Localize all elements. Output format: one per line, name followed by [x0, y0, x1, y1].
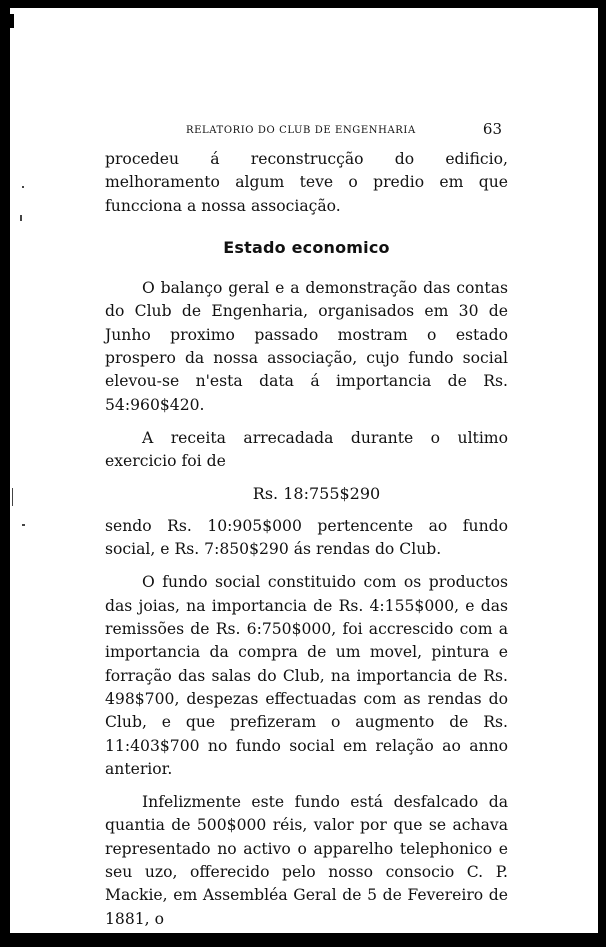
page-number: 63	[482, 120, 502, 138]
paragraph-social-fund: O fundo social constituido com os productos das joias, na importancia de Rs. 4:155$000, e das remissões de Rs. 6:750$000, foi accrescido com a importancia da compra de um movel, pintura e forração das salas do Club, na importancia de Rs. 498$700, despezas effectuadas com as rendas do Club, e que prefizeram o augmento de Rs. 11:403$700 no fundo social em relação ao anno anterior.	[105, 573, 508, 778]
paragraph-continuation: procedeu á reconstrucção do edificio, melhoramento algum teve o predio em que funcciona a nossa associação.	[105, 150, 508, 215]
paragraph-balance: O balanço geral e a demonstração das contas do Club de Engenharia, organisados em 30 de Junho proximo passado mostram o estado prospero da nossa associação, cujo fundo social elevou-se n'esta data á importancia de Rs. 54:960$420.	[105, 279, 508, 414]
running-header	[106, 120, 502, 143]
scan-speck	[22, 186, 24, 188]
scan-speck	[20, 215, 22, 221]
paragraph-revenue: A receita arrecadada durante o ultimo exercicio foi de	[105, 428, 508, 471]
section-heading: Estado economico	[223, 237, 390, 257]
revenue-amount: Rs. 18:755$290	[252, 483, 381, 503]
paragraph-shortfall: Infelizmente este fundo está desfalcado da quantia de 500$000 réis, valor por que se achava representado no activo o apparelho telephonico e seu uzo, offerecido pelo nosso consocio C. P. Mackie, em Assembléa Geral de 5 de Fevereiro de 1881, o	[105, 793, 508, 928]
scan-edge-mark	[10, 14, 14, 28]
scan-speck	[22, 524, 25, 526]
paragraph-breakdown: sendo Rs. 10:905$000 pertencente ao fundo social, e Rs. 7:850$290 ás rendas do Club.	[105, 516, 508, 559]
book-page	[10, 8, 598, 933]
scan-speck	[12, 488, 13, 506]
running-title: RELATORIO DO CLUB DE ENGENHARIA	[186, 125, 416, 136]
page-body	[105, 148, 508, 931]
